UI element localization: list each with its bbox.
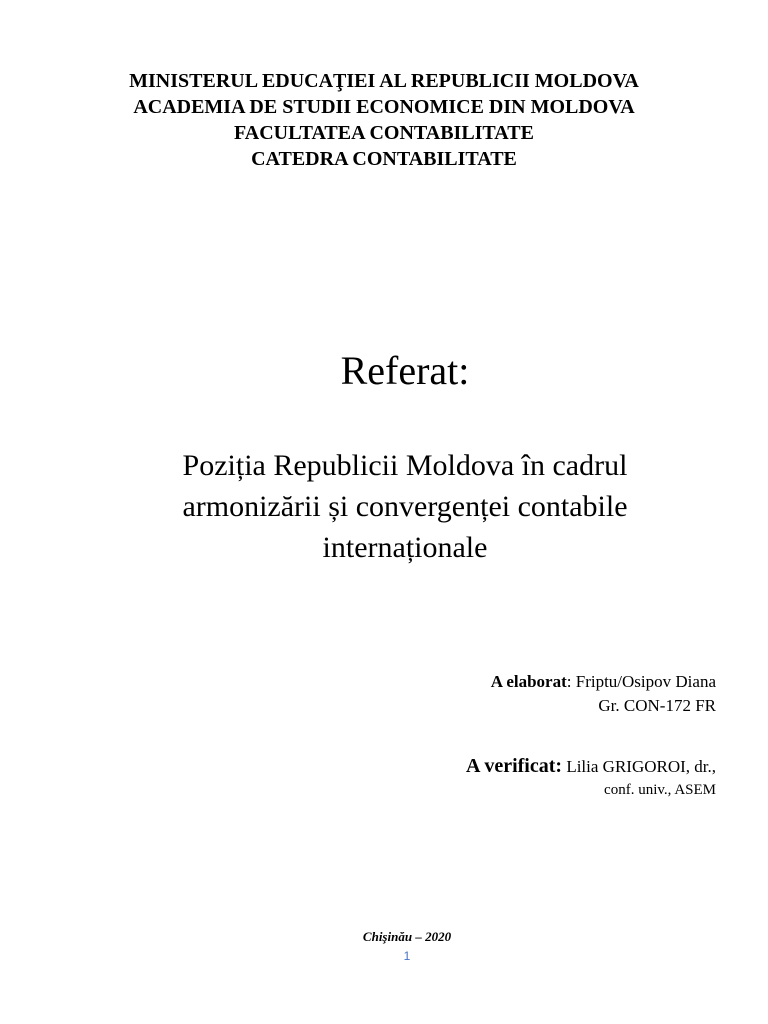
title-line-1: Poziția Republicii Moldova în cadrul [182, 449, 628, 482]
author-group: Gr. CON-172 FR [598, 696, 716, 715]
title-line-2: armonizării și convergenței contabile [182, 490, 628, 523]
author-name: Friptu/Osipov Diana [575, 672, 716, 691]
verifier-position: conf. univ., ASEM [604, 782, 716, 798]
academy-name: ACADEMIA DE STUDII ECONOMICE DIN MOLDOVA [133, 96, 635, 118]
place-and-date: Chişinău – 2020 [362, 929, 452, 944]
faculty-name: FACULTATEA CONTABILITATE [234, 122, 534, 144]
title-line-3: internaționale [322, 531, 488, 564]
department-name: CATEDRA CONTABILITATE [251, 148, 517, 170]
verifier-name: Lilia GRIGOROI, dr., [562, 757, 716, 776]
author-line [491, 670, 716, 694]
verifier-block [466, 754, 716, 801]
document-type: Referat: [340, 348, 470, 393]
author-block [491, 670, 716, 718]
author-separator: : [566, 672, 576, 691]
verifier-label: A verificat: [465, 755, 563, 777]
document-title [100, 445, 710, 568]
page-number: 1 [403, 949, 411, 963]
ministry-name: MINISTERUL EDUCAŢIEI AL REPUBLICII MOLDOVA [129, 70, 639, 92]
verifier-line [466, 754, 716, 779]
author-label: A elaborat [490, 672, 567, 691]
institution-header [0, 68, 768, 172]
